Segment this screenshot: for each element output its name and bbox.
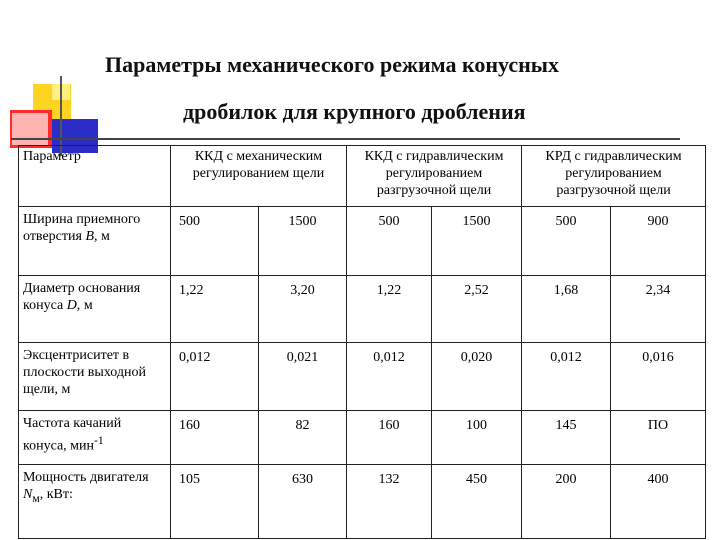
cell-value: 160: [347, 411, 432, 465]
cell-value: 200: [522, 465, 611, 539]
decor-pink-square: [12, 113, 48, 145]
cell-value: 0,020: [432, 343, 522, 411]
header-krd-hydraulic: КРД с гидравлическим регулированием разгрузочной щели: [522, 146, 706, 207]
cell-value: 0,012: [171, 343, 259, 411]
cell-value: 630: [259, 465, 347, 539]
param-name: Ширина приемного отверстия В, м: [19, 207, 171, 276]
header-param: Параметр: [19, 146, 171, 207]
cell-value: 1500: [432, 207, 522, 276]
table-row: [19, 465, 706, 539]
table-row: [19, 276, 706, 343]
param-name: Мощность двигателя $N_м$, кВт:: [19, 465, 171, 539]
cell-value: 0,016: [611, 343, 706, 411]
parameters-table: [18, 145, 706, 539]
param-name: Эксцентриситет в плоскости выходной щели, м: [19, 343, 171, 411]
cell-value: 160: [171, 411, 259, 465]
cell-value: 100: [432, 411, 522, 465]
cell-value: 145: [522, 411, 611, 465]
cell-value: 500: [171, 207, 259, 276]
cell-value: 400: [611, 465, 706, 539]
cell-value: 1,68: [522, 276, 611, 343]
cell-value: 2,52: [432, 276, 522, 343]
cell-value: 82: [259, 411, 347, 465]
cell-value: ПО: [611, 411, 706, 465]
decor-horizontal-line: [11, 138, 680, 140]
cell-value: 3,20: [259, 276, 347, 343]
cell-value: 2,34: [611, 276, 706, 343]
cell-value: 500: [522, 207, 611, 276]
table-header-row: [19, 146, 706, 207]
cell-value: 105: [171, 465, 259, 539]
cell-value: 900: [611, 207, 706, 276]
slide-title-line-1: Параметры механического режима конусных: [105, 52, 559, 77]
table-row: [19, 343, 706, 411]
cell-value: 1500: [259, 207, 347, 276]
cell-value: 132: [347, 465, 432, 539]
table-row: [19, 207, 706, 276]
cell-value: 0,012: [522, 343, 611, 411]
table-row: [19, 411, 706, 465]
cell-value: 500: [347, 207, 432, 276]
param-name: Диаметр основания конуса D, м: [19, 276, 171, 343]
cell-value: 0,012: [347, 343, 432, 411]
decor-vertical-line: [60, 76, 62, 156]
slide-title-line-2: дробилок для крупного дробления: [183, 99, 526, 124]
header-kkd-hydraulic: ККД с гидравлическим регулированием разгрузочной щели: [347, 146, 522, 207]
cell-value: 450: [432, 465, 522, 539]
cell-value: 1,22: [347, 276, 432, 343]
cell-value: 1,22: [171, 276, 259, 343]
cell-value: 0,021: [259, 343, 347, 411]
header-kkd-mechanical: ККД с механическим регулированием щели: [171, 146, 347, 207]
param-name: Частота качаний конуса, мин$^{-1}$: [19, 411, 171, 465]
